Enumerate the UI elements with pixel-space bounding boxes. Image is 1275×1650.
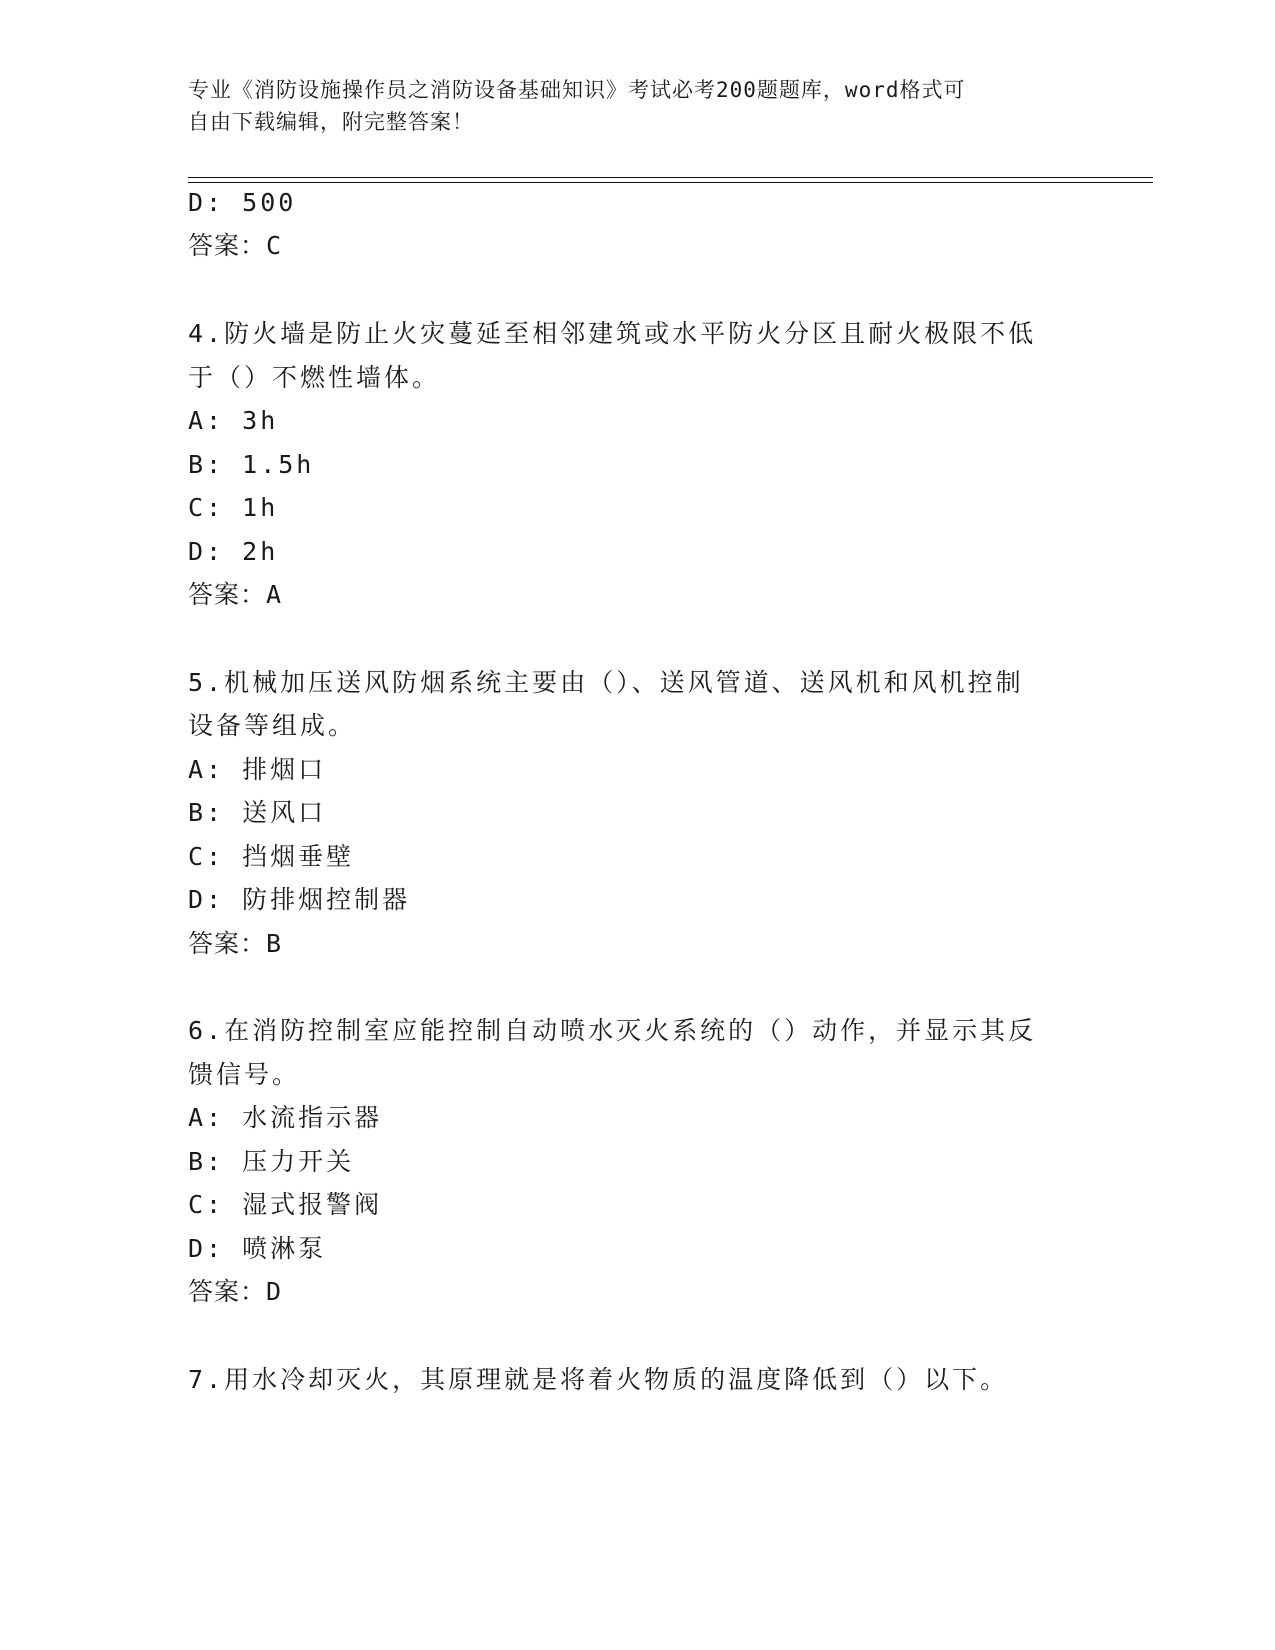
- q4-answer: 答案：A: [188, 580, 283, 609]
- q6-option-d: D: 喷淋泵: [188, 1234, 327, 1263]
- q4-stem-line-1: 4.防火墙是防止火灾蔓延至相邻建筑或水平防火分区且耐火极限不低: [188, 319, 1037, 348]
- q5-stem-line-1: 5.机械加压送风防烟系统主要由（）、送风管道、送风机和风机控制: [188, 668, 1024, 697]
- q4-option-c: C: 1h: [188, 493, 279, 522]
- q3-option-d: D: 500: [188, 188, 297, 217]
- q6-stem-line-2: 馈信号。: [188, 1060, 301, 1089]
- header-title-line-2: 自由下载编辑，附完整答案！: [188, 110, 474, 134]
- q7-stem-line-1: 7.用水冷却灭火，其原理就是将着火物质的温度降低到（）以下。: [188, 1365, 1009, 1394]
- q6-answer: 答案：D: [188, 1277, 283, 1306]
- q4-stem-line-2: 于（）不燃性墙体。: [188, 363, 441, 392]
- q4-option-a: A: 3h: [188, 406, 279, 435]
- q4-option-b: B: 1.5h: [188, 450, 315, 479]
- q6-option-c: C: 湿式报警阀: [188, 1190, 383, 1219]
- header-divider-top: [188, 177, 1153, 178]
- q5-option-a: A: 排烟口: [188, 755, 327, 784]
- q5-option-c: C: 挡烟垂壁: [188, 842, 355, 871]
- q5-answer: 答案：B: [188, 929, 283, 958]
- header-divider-bottom: [188, 182, 1153, 183]
- q5-option-b: B: 送风口: [188, 798, 327, 827]
- page-header: [188, 74, 1068, 138]
- q3-answer: 答案：C: [188, 231, 283, 260]
- q5-stem-line-2: 设备等组成。: [188, 711, 357, 740]
- q5-option-d: D: 防排烟控制器: [188, 885, 411, 914]
- q6-stem-line-1: 6.在消防控制室应能控制自动喷水灭火系统的（）动作，并显示其反: [188, 1016, 1037, 1045]
- q4-option-d: D: 2h: [188, 537, 279, 566]
- q6-option-b: B: 压力开关: [188, 1147, 355, 1176]
- q6-option-a: A: 水流指示器: [188, 1103, 383, 1132]
- header-title-line-1: 专业《消防设施操作员之消防设备基础知识》考试必考200题题库，word格式可: [188, 78, 966, 102]
